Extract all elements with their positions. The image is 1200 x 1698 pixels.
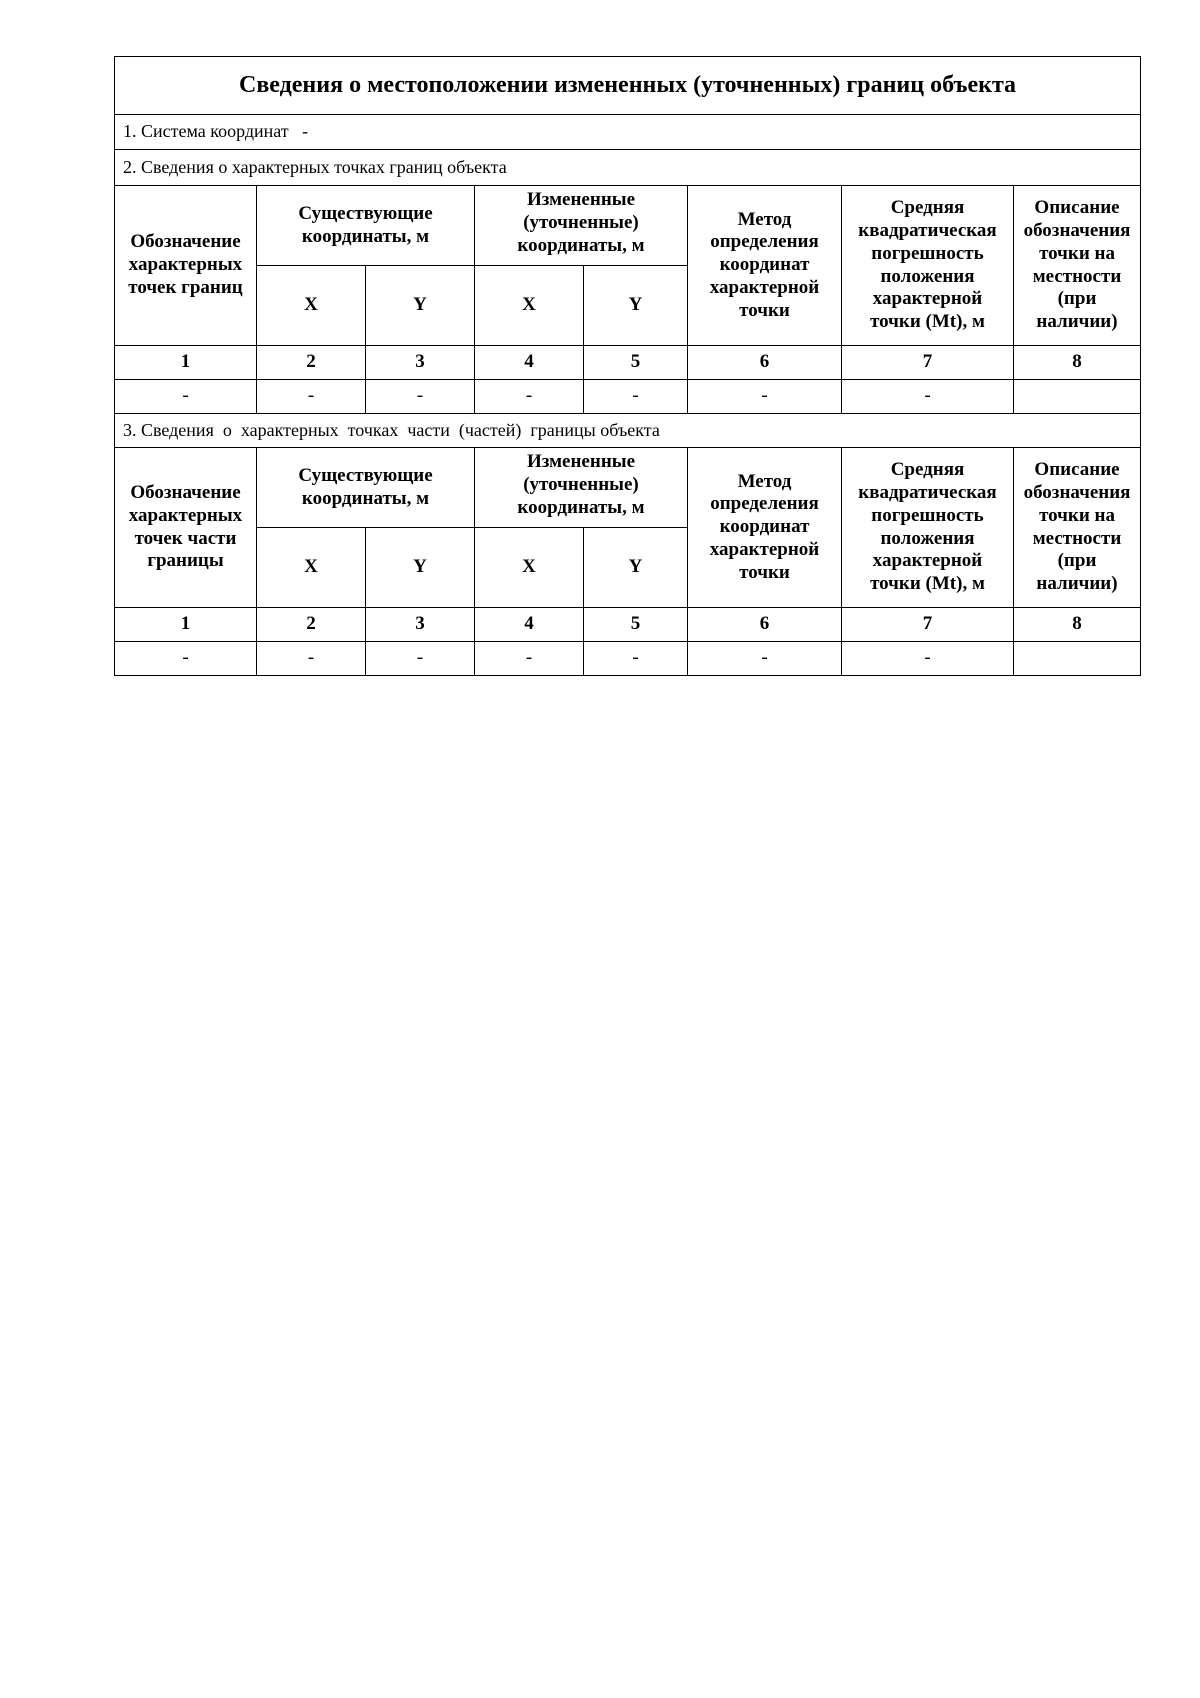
column-number: 8 <box>1014 608 1141 642</box>
header-point-description: Описание обозначения точки на местности (при наличии) <box>1014 186 1141 346</box>
column-number: 2 <box>257 346 366 380</box>
header-existing-y: Y <box>366 528 475 608</box>
header-changed-x: X <box>475 528 584 608</box>
table-cell: - <box>115 642 257 676</box>
header-changed-y: Y <box>584 266 688 346</box>
section-3-heading: 3. Сведения о характерных точках части (частей) границы объекта <box>115 414 1141 448</box>
coordinate-system-value: - <box>302 121 309 142</box>
header-changed-x: X <box>475 266 584 346</box>
header-existing-y: Y <box>366 266 475 346</box>
header-changed-y: Y <box>584 528 688 608</box>
header-point-description: Описание обозначения точки на местности (при наличии) <box>1014 448 1141 608</box>
column-number-row <box>115 346 1141 380</box>
document-title: Сведения о местоположении измененных (уточненных) границ объекта <box>115 57 1141 115</box>
table-cell: - <box>115 380 257 414</box>
boundary-points-table <box>114 56 1141 676</box>
coordinate-system-label: 1. Система координат <box>123 121 289 142</box>
column-number: 4 <box>475 346 584 380</box>
column-number: 5 <box>584 608 688 642</box>
header-existing-coordinates: Существующие координаты, м <box>257 448 475 528</box>
column-number: 7 <box>842 346 1014 380</box>
table-cell: - <box>366 380 475 414</box>
table-cell: - <box>688 380 842 414</box>
column-number: 1 <box>115 346 257 380</box>
column-number: 6 <box>688 346 842 380</box>
section-2-heading: 2. Сведения о характерных точках границ объекта <box>115 150 1141 186</box>
header-existing-x: X <box>257 266 366 346</box>
column-number: 3 <box>366 346 475 380</box>
column-number: 5 <box>584 346 688 380</box>
column-number: 7 <box>842 608 1014 642</box>
header-changed-coordinates: Измененные (уточненные) координаты, м <box>475 186 688 266</box>
table-cell: - <box>842 642 1014 676</box>
table-cell: - <box>475 380 584 414</box>
column-number: 6 <box>688 608 842 642</box>
table-cell: - <box>584 642 688 676</box>
table-cell: - <box>584 380 688 414</box>
table-cell <box>1014 380 1141 414</box>
column-number: 1 <box>115 608 257 642</box>
header-existing-x: X <box>257 528 366 608</box>
table-cell: - <box>475 642 584 676</box>
column-number: 8 <box>1014 346 1141 380</box>
table-cell: - <box>688 642 842 676</box>
table-cell: - <box>257 642 366 676</box>
header-existing-coordinates: Существующие координаты, м <box>257 186 475 266</box>
header-designation: Обозначение характерных точек части границы <box>115 448 257 608</box>
table-row <box>115 642 1141 676</box>
table-cell: - <box>366 642 475 676</box>
table-row <box>115 380 1141 414</box>
header-method: Метод определения координат характерной точки <box>688 186 842 346</box>
table-cell: - <box>257 380 366 414</box>
header-mean-square-error: Средняя квадратическая погрешность положения характерной точки (Mt), м <box>842 186 1014 346</box>
header-method: Метод определения координат характерной точки <box>688 448 842 608</box>
column-number: 2 <box>257 608 366 642</box>
table-cell: - <box>842 380 1014 414</box>
table-cell <box>1014 642 1141 676</box>
header-changed-coordinates: Измененные (уточненные) координаты, м <box>475 448 688 528</box>
header-designation: Обозначение характерных точек границ <box>115 186 257 346</box>
column-number-row <box>115 608 1141 642</box>
coordinate-system-row <box>115 115 1141 150</box>
column-number: 4 <box>475 608 584 642</box>
header-mean-square-error: Средняя квадратическая погрешность положения характерной точки (Mt), м <box>842 448 1014 608</box>
column-number: 3 <box>366 608 475 642</box>
